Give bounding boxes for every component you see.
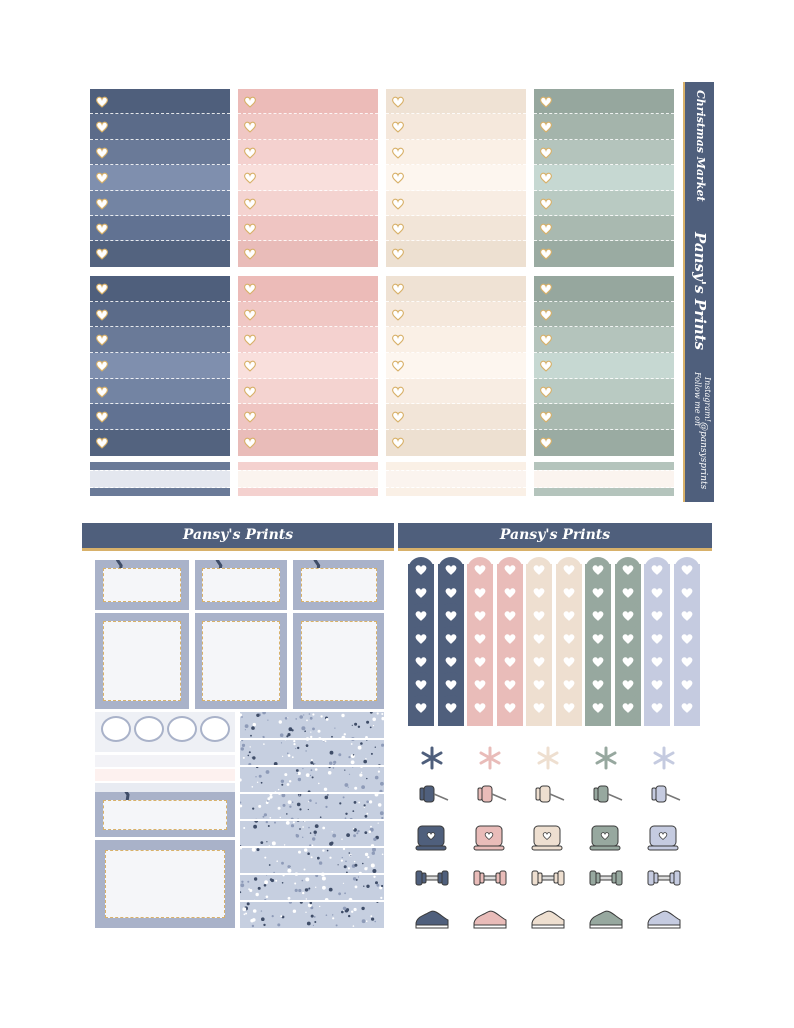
checklist-strip xyxy=(238,430,378,456)
asterisk-icon xyxy=(586,742,626,774)
heart-scallop-strip xyxy=(408,556,434,734)
dumbbell-icon xyxy=(412,862,452,894)
checklist-column xyxy=(534,276,674,456)
heart-icon xyxy=(539,119,553,133)
heart-scallop-strip xyxy=(526,556,552,734)
heart-icon xyxy=(539,246,553,260)
checklist-column xyxy=(238,276,378,456)
heart-icon xyxy=(539,358,553,372)
deer-panel xyxy=(95,560,189,610)
checklist-strip xyxy=(534,114,674,139)
heart-icon xyxy=(95,384,109,398)
sneaker-icon xyxy=(412,902,452,934)
push-pin-icon xyxy=(586,780,626,812)
checklist-column xyxy=(90,276,230,456)
checklist-strip xyxy=(386,327,526,353)
heart-icon xyxy=(243,246,257,260)
laptop-heart-icon xyxy=(644,822,684,854)
heart-icon xyxy=(243,409,257,423)
checklist-strip xyxy=(90,140,230,165)
sneaker-icon xyxy=(528,902,568,934)
scallop-circle xyxy=(200,716,230,742)
heart-icon xyxy=(391,281,405,295)
follow-line-2: Instagram! xyxy=(702,377,712,422)
heart-icon xyxy=(391,246,405,260)
heart-icon xyxy=(539,435,553,449)
label-box xyxy=(301,568,377,602)
heart-icon xyxy=(391,332,405,346)
header-strip-band xyxy=(534,470,674,488)
laptop-heart-icon xyxy=(586,822,626,854)
checklist-strip xyxy=(386,165,526,190)
heart-icon xyxy=(243,332,257,346)
checklist-strip xyxy=(534,276,674,302)
checklist-strip xyxy=(90,89,230,114)
glitter-strips xyxy=(240,712,384,928)
deer-panel xyxy=(95,613,189,709)
heart-icon xyxy=(95,145,109,159)
heart-scallop-strip xyxy=(497,556,523,734)
checklist-strip xyxy=(386,89,526,114)
checklist-strip xyxy=(238,302,378,328)
heart-icon xyxy=(95,409,109,423)
checklist-strip xyxy=(534,327,674,353)
heart-icon xyxy=(243,221,257,235)
label-box xyxy=(103,621,181,701)
dumbbell-icon xyxy=(470,862,510,894)
checklist-strip xyxy=(386,379,526,405)
header-strip xyxy=(90,462,230,496)
heart-scallop-strip xyxy=(467,556,493,734)
checklist-strip xyxy=(238,379,378,405)
heart-icon xyxy=(391,409,405,423)
header-strip xyxy=(238,462,378,496)
checklist-column xyxy=(386,276,526,456)
heart-icon xyxy=(243,281,257,295)
heart-scallop-strip xyxy=(585,556,611,734)
checklist-strip xyxy=(534,140,674,165)
heart-icon xyxy=(95,94,109,108)
checklist-strip xyxy=(90,241,230,266)
checklist-strip xyxy=(534,89,674,114)
checklist-column xyxy=(534,89,674,267)
dumbbell-icon xyxy=(528,862,568,894)
checklist-strip xyxy=(90,165,230,190)
checklist-strip xyxy=(90,276,230,302)
laptop-heart-icon xyxy=(412,822,452,854)
heart-icon xyxy=(243,196,257,210)
heart-icon xyxy=(539,170,553,184)
heart-icon xyxy=(391,170,405,184)
label-bar xyxy=(95,755,235,767)
deer-panel xyxy=(293,560,384,610)
heart-icon xyxy=(539,221,553,235)
heart-icon xyxy=(243,119,257,133)
header-strip-band xyxy=(238,470,378,488)
checklist-strip xyxy=(238,89,378,114)
label-box xyxy=(103,800,227,830)
checklist-strip xyxy=(90,430,230,456)
checklist-strip xyxy=(534,302,674,328)
laptop-heart-icon xyxy=(470,822,510,854)
checklist-strip xyxy=(534,404,674,430)
checklist-strip xyxy=(90,216,230,241)
theme-label: Christmas Market xyxy=(693,90,707,202)
dumbbell-icon xyxy=(644,862,684,894)
asterisk-icon xyxy=(470,742,510,774)
push-pin-icon xyxy=(644,780,684,812)
heart-icon xyxy=(539,145,553,159)
heart-icon xyxy=(391,196,405,210)
checklist-strip xyxy=(534,430,674,456)
header-strip-band xyxy=(386,470,526,488)
header-strip xyxy=(386,462,526,496)
scallop-circle xyxy=(167,716,197,742)
push-pin-icon xyxy=(528,780,568,812)
checklist-strip xyxy=(238,327,378,353)
heart-scallop-strip xyxy=(674,556,700,734)
checklist-strip xyxy=(386,114,526,139)
checklist-strip xyxy=(386,353,526,379)
side-banner xyxy=(683,82,714,502)
asterisk-icon xyxy=(528,742,568,774)
heart-icon xyxy=(391,94,405,108)
checklist-strip xyxy=(386,191,526,216)
checklist-strip xyxy=(238,404,378,430)
heart-icon xyxy=(95,281,109,295)
heart-icon xyxy=(539,307,553,321)
heart-icon xyxy=(95,119,109,133)
banner-left: Pansy's Prints xyxy=(82,523,394,551)
heart-scallop-strip xyxy=(556,556,582,734)
laptop-heart-icon xyxy=(528,822,568,854)
heart-icon xyxy=(243,145,257,159)
heart-icon xyxy=(95,332,109,346)
heart-icon xyxy=(243,94,257,108)
scallop-circle xyxy=(101,716,131,742)
heart-icon xyxy=(539,94,553,108)
scallop-label-sticker xyxy=(95,712,235,752)
heart-icon xyxy=(95,196,109,210)
sneaker-icon xyxy=(586,902,626,934)
checklist-strip xyxy=(238,165,378,190)
checklist-column xyxy=(386,89,526,267)
checklist-strip xyxy=(238,114,378,139)
checklist-strip xyxy=(534,353,674,379)
checklist-strip xyxy=(386,241,526,266)
heart-icon xyxy=(391,145,405,159)
heart-icon xyxy=(95,358,109,372)
heart-icon xyxy=(391,119,405,133)
heart-icon xyxy=(95,246,109,260)
heart-icon xyxy=(243,307,257,321)
label-box xyxy=(105,850,225,918)
heart-icon xyxy=(391,358,405,372)
checklist-strip xyxy=(90,302,230,328)
checklist-strip xyxy=(238,241,378,266)
header-strip xyxy=(534,462,674,496)
checklist-strip xyxy=(238,191,378,216)
heart-icon xyxy=(391,307,405,321)
checklist-strip xyxy=(386,276,526,302)
dumbbell-icon xyxy=(586,862,626,894)
label-box xyxy=(202,568,280,602)
checklist-strip xyxy=(90,353,230,379)
asterisk-icon xyxy=(644,742,684,774)
heart-icon xyxy=(539,332,553,346)
heart-icon xyxy=(243,435,257,449)
checklist-strip xyxy=(90,327,230,353)
checklist-strip xyxy=(238,140,378,165)
deer-panel xyxy=(195,560,287,610)
checklist-strip xyxy=(238,353,378,379)
deer-panel xyxy=(95,792,235,837)
push-pin-icon xyxy=(470,780,510,812)
deer-panel xyxy=(293,613,384,709)
checklist-strip xyxy=(386,302,526,328)
heart-scallop-strip xyxy=(615,556,641,734)
checklist-strip xyxy=(534,165,674,190)
checklist-strip xyxy=(238,216,378,241)
checklist-strip xyxy=(534,379,674,405)
label-box xyxy=(202,621,280,701)
label-box xyxy=(103,568,181,602)
heart-icon xyxy=(391,384,405,398)
heart-icon xyxy=(539,409,553,423)
sneaker-icon xyxy=(644,902,684,934)
heart-icon xyxy=(243,358,257,372)
banner-right: Pansy's Prints xyxy=(398,523,712,551)
label-bar xyxy=(95,769,235,781)
heart-icon xyxy=(391,221,405,235)
heart-icon xyxy=(243,384,257,398)
checklist-strip xyxy=(386,430,526,456)
checklist-strip xyxy=(534,241,674,266)
checklist-strip xyxy=(90,191,230,216)
label-box xyxy=(301,621,377,701)
sneaker-icon xyxy=(470,902,510,934)
checklist-strip xyxy=(386,404,526,430)
header-strip-band xyxy=(90,470,230,488)
checklist-strip xyxy=(90,114,230,139)
heart-icon xyxy=(95,435,109,449)
heart-icon xyxy=(391,435,405,449)
checklist-strip xyxy=(90,379,230,405)
checklist-strip xyxy=(238,276,378,302)
heart-icon xyxy=(539,281,553,295)
checklist-strip xyxy=(90,404,230,430)
heart-icon xyxy=(95,170,109,184)
checklist-strip xyxy=(386,216,526,241)
deer-panel xyxy=(195,613,287,709)
glitter-texture xyxy=(240,712,384,928)
push-pin-icon xyxy=(412,780,452,812)
checklist-strip xyxy=(386,140,526,165)
heart-scallop-strip xyxy=(438,556,464,734)
heart-icon xyxy=(539,196,553,210)
heart-icon xyxy=(243,170,257,184)
heart-icon xyxy=(539,384,553,398)
follow-line-1: Follow me on xyxy=(692,372,702,427)
checklist-strip xyxy=(534,191,674,216)
checklist-strip xyxy=(534,216,674,241)
scallop-circle xyxy=(134,716,164,742)
deer-panel xyxy=(95,840,235,928)
heart-icon xyxy=(95,307,109,321)
instagram-handle: @pansysprints xyxy=(697,422,708,490)
asterisk-icon xyxy=(412,742,452,774)
brand-label: Pansy's Prints xyxy=(690,232,709,351)
checklist-column xyxy=(90,89,230,267)
heart-icon xyxy=(95,221,109,235)
checklist-column xyxy=(238,89,378,267)
heart-scallop-strip xyxy=(644,556,670,734)
